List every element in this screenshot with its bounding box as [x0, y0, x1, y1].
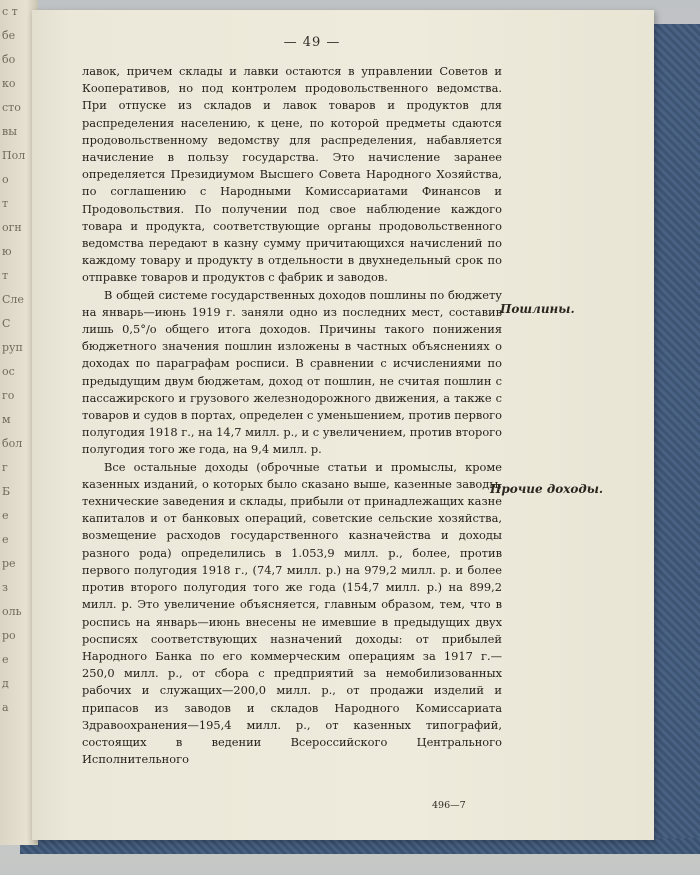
margin-note-other-revenue: Прочие доходы.: [490, 482, 604, 496]
paragraph-2: В общей системе государственных доходов пошлины по бюджету на январь—июнь 1919 г. заняли одно из последних мест, составив лишь 0,5°/о общего итога доходов. Причины такого понижения бюджетного значения пошлин изложены в частных объяснениях о доходах по параграфам росписи. В сравнении с исчислениями по предыдущим двум бюджетам, доход от пошлин, не считая пошлин с пассажирского и грузового железнодорожного движения, а также с товаров и судов в портах, определен с уменьшением, против первого полугодия 1918 г., на 14,7 милл. р., и с увеличением, против второго полугодия того же года, на 9,4 милл. р.: [82, 287, 502, 457]
book-cover-bottom: [20, 838, 700, 854]
left-page-fragment: бол: [2, 437, 23, 450]
left-page-fragment: ю: [2, 245, 12, 258]
left-page-fragment: огн: [2, 221, 22, 234]
printer-signature: 496—7: [432, 800, 466, 811]
left-page-fragment: Сле: [2, 293, 24, 306]
margin-note-duties: Пошлины.: [500, 302, 575, 316]
left-page-fragment: т: [2, 197, 9, 210]
left-page-fragment: т: [2, 269, 9, 282]
left-page-fragment: е: [2, 533, 9, 546]
left-page-fragment: г: [2, 461, 8, 474]
left-page-fragment: оль: [2, 605, 22, 618]
left-page-fragment: ос: [2, 365, 15, 378]
left-page-fragment: с т: [2, 5, 18, 18]
book-page: [32, 10, 654, 840]
left-page-fragment: е: [2, 653, 9, 666]
left-page-fragment: Б: [2, 485, 11, 498]
paragraph-1: лавок, причем склады и лавки остаются в управлении Советов и Кооперативов, но под контролем продовольственного ведомства. При отпуске из складов и лавок товаров и продуктов для распределения населению, к цене, по которой предметы сдаются продовольственному ведомству для распределения, набавляется начисление в пользу государства. Это начисление заранее определяется Президиумом Высшего Совета Народного Хозяйства, по соглашению с Народными Комиссариатами Финансов и Продовольствия. По получении под свое наблюдение каждого товара и продукта, соответствующие органы продовольственного ведомства передают в казну сумму причитающихся начислений по каждому товару и продукту в отдельности в двухнедельный срок по отправке товаров и продуктов с фабрик и заводов.: [82, 64, 502, 285]
left-page-fragment: ре: [2, 557, 16, 570]
left-page-fragment: бо: [2, 53, 16, 66]
left-page-fragment: о: [2, 173, 9, 186]
left-page-fragment: д: [2, 677, 9, 690]
left-page-fragment: руп: [2, 341, 23, 354]
left-page-fragment: е: [2, 509, 9, 522]
left-page-fragment: сто: [2, 101, 21, 114]
left-page-fragment: бе: [2, 29, 16, 42]
left-page-fragment: ко: [2, 77, 16, 90]
left-page-fragment: вы: [2, 125, 17, 138]
body-text: [82, 63, 502, 768]
left-page-fragment: м: [2, 413, 11, 426]
left-page-fragment: го: [2, 389, 15, 402]
left-page-fragment: з: [2, 581, 8, 594]
page-number: — 49 —: [283, 35, 341, 50]
paragraph-3: Все остальные доходы (оброчные статьи и промыслы, кроме казенных изданий, о которых было сказано выше, казенные заводы, технические заведения и склады, прибыли от принадлежащих казне капиталов и от банковых операций, советские сельские хозяйства, возмещение расходов государственного казначейства и доходы разного рода) определились в 1.053,9 милл. р., более, против первого полугодия 1918 г., (74,7 милл. р.) на 979,2 милл. р. и более против второго полугодия того же года (154,7 милл. р.) на 899,2 милл. р. Это увеличение объясняется, главным образом, тем, что в роспись на январь—июнь внесены не имевшие в предыдущих двух росписях соответствующих назначений доходы: от прибылей Народного Банка по его коммерческим операциям за 1917 г.— 250,0 милл. р., от сбора с предприятий за немобилизованных рабочих и служащих—200,0 милл. р., от продажи изделий и припасов из заводов и складов Народного Комиссариата Здравоохранения—195,4 милл. р., от казенных типографий, состоящих в ведении Всероссийского Центрального Исполнительного: [82, 459, 502, 767]
left-page-fragment: а: [2, 701, 9, 714]
left-page-fragment: С: [2, 317, 11, 330]
left-page-fragment: Пол: [2, 149, 26, 162]
left-page-fragment: ро: [2, 629, 16, 642]
